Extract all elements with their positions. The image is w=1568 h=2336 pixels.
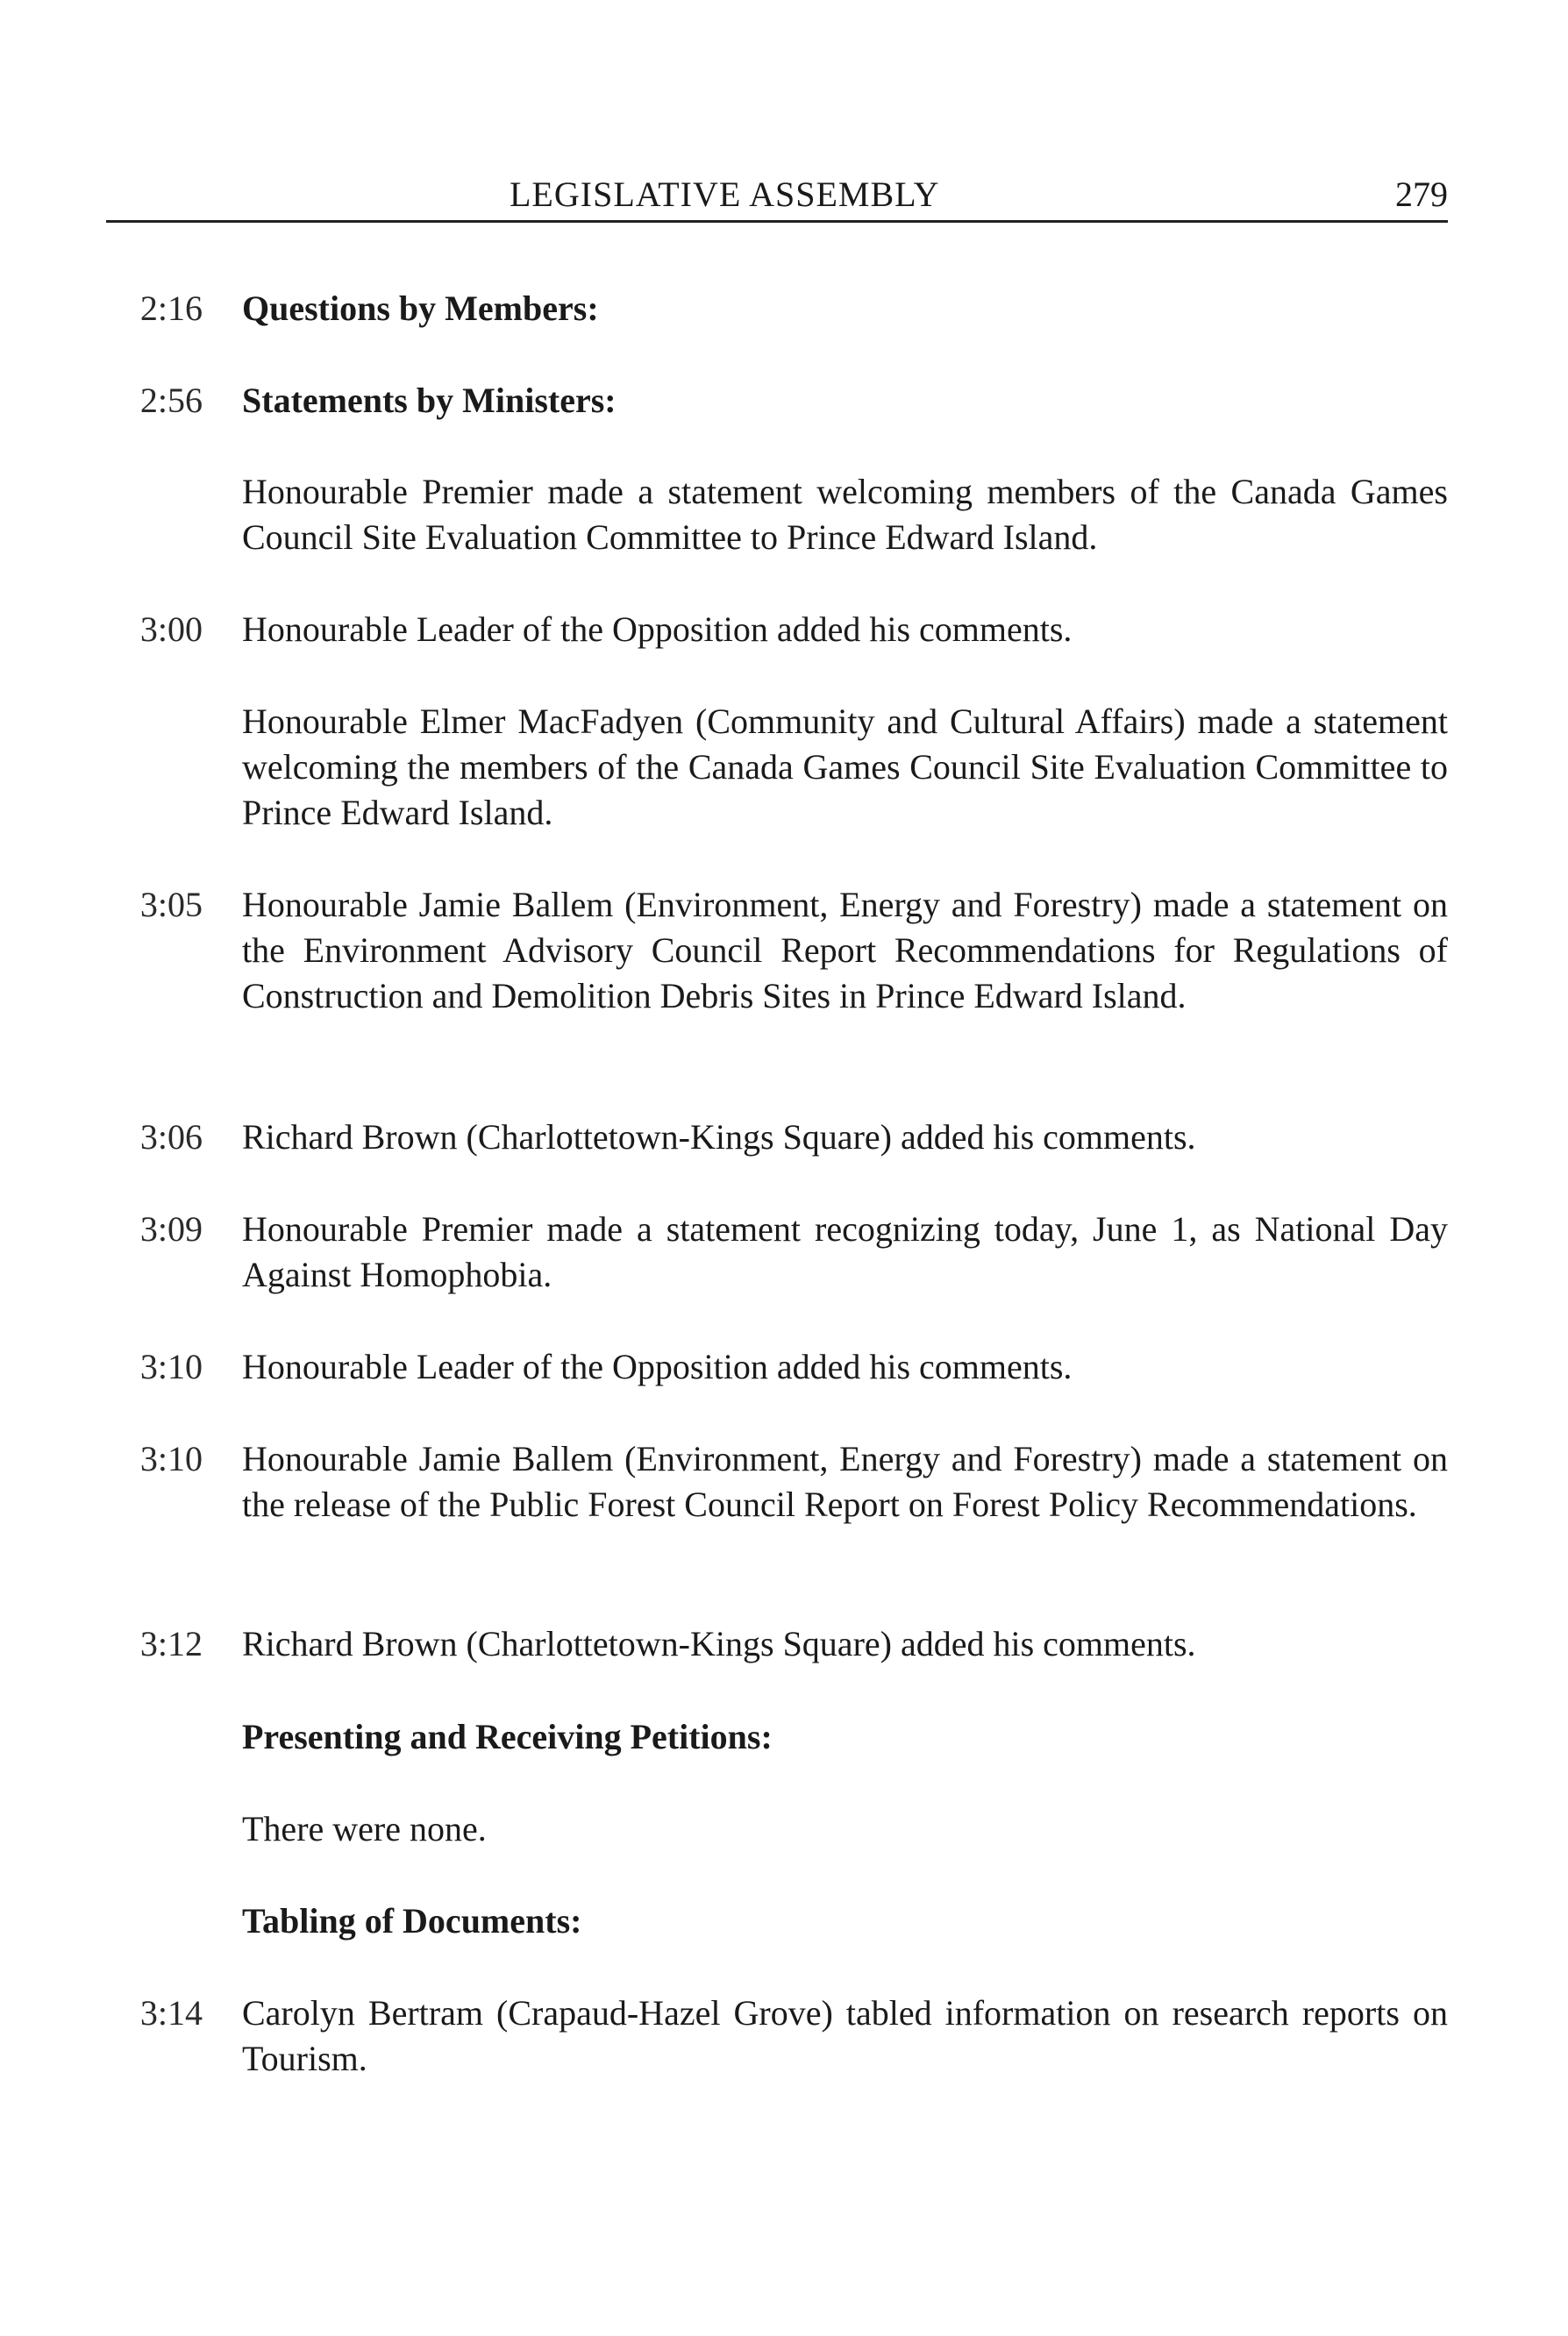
- entry-time: 2:16: [139, 288, 203, 328]
- section-heading: Statements by Ministers:: [242, 381, 617, 420]
- entry-text: Richard Brown (Charlottetown-Kings Square) added his comments.: [242, 1117, 1196, 1157]
- entry-time: 3:10: [139, 1439, 203, 1478]
- entry-text: Honourable Elmer MacFadyen (Community and Cultural Affairs) made a statement welcoming the members of the Canada Games Council Site Evaluation Committee to Prince Edward Island.: [242, 702, 1448, 832]
- entry-time: 3:12: [139, 1624, 203, 1663]
- entry-text: Honourable Jamie Ballem (Environment, Energy and Forestry) made a statement on the Environment Advisory Council Report Recommendations for Regulations of Construction and Demolition Debris Sites in Prince Edward Island.: [242, 885, 1448, 1015]
- header-rule: [106, 220, 1448, 223]
- entry-time: 3:05: [139, 885, 203, 924]
- entry-text: Honourable Premier made a statement welcoming members of the Canada Games Council Site Evaluation Committee to Prince Edward Island.: [242, 472, 1448, 557]
- page-header: [106, 172, 1448, 223]
- section-heading: Presenting and Receiving Petitions:: [242, 1717, 773, 1756]
- entry-text: Honourable Leader of the Opposition added his comments.: [242, 609, 1073, 649]
- section-heading: Questions by Members:: [242, 288, 599, 328]
- page-number: 279: [1395, 174, 1448, 214]
- entry-time: 2:56: [139, 381, 203, 420]
- section-heading: Tabling of Documents:: [242, 1901, 582, 1941]
- entry-text: Honourable Premier made a statement recognizing today, June 1, as National Day Against Homophobia.: [242, 1209, 1448, 1294]
- entry-time: 3:14: [139, 1993, 203, 2033]
- entry-text: Honourable Jamie Ballem (Environment, Energy and Forestry) made a statement on the release of the Public Forest Council Report on Forest Policy Recommendations.: [242, 1439, 1448, 1524]
- entry-time: 3:06: [139, 1117, 203, 1157]
- entry-text: Richard Brown (Charlottetown-Kings Square) added his comments.: [242, 1624, 1196, 1663]
- running-head-title: LEGISLATIVE ASSEMBLY: [510, 174, 940, 214]
- entry-text: Honourable Leader of the Opposition added his comments.: [242, 1347, 1073, 1386]
- entry-time: 3:10: [139, 1347, 203, 1386]
- entry-text: There were none.: [242, 1809, 487, 1848]
- entry-text: Carolyn Bertram (Crapaud-Hazel Grove) tabled information on research reports on Tourism.: [242, 1993, 1448, 2078]
- entry-time: 3:09: [139, 1209, 203, 1249]
- entry-time: 3:00: [139, 609, 203, 649]
